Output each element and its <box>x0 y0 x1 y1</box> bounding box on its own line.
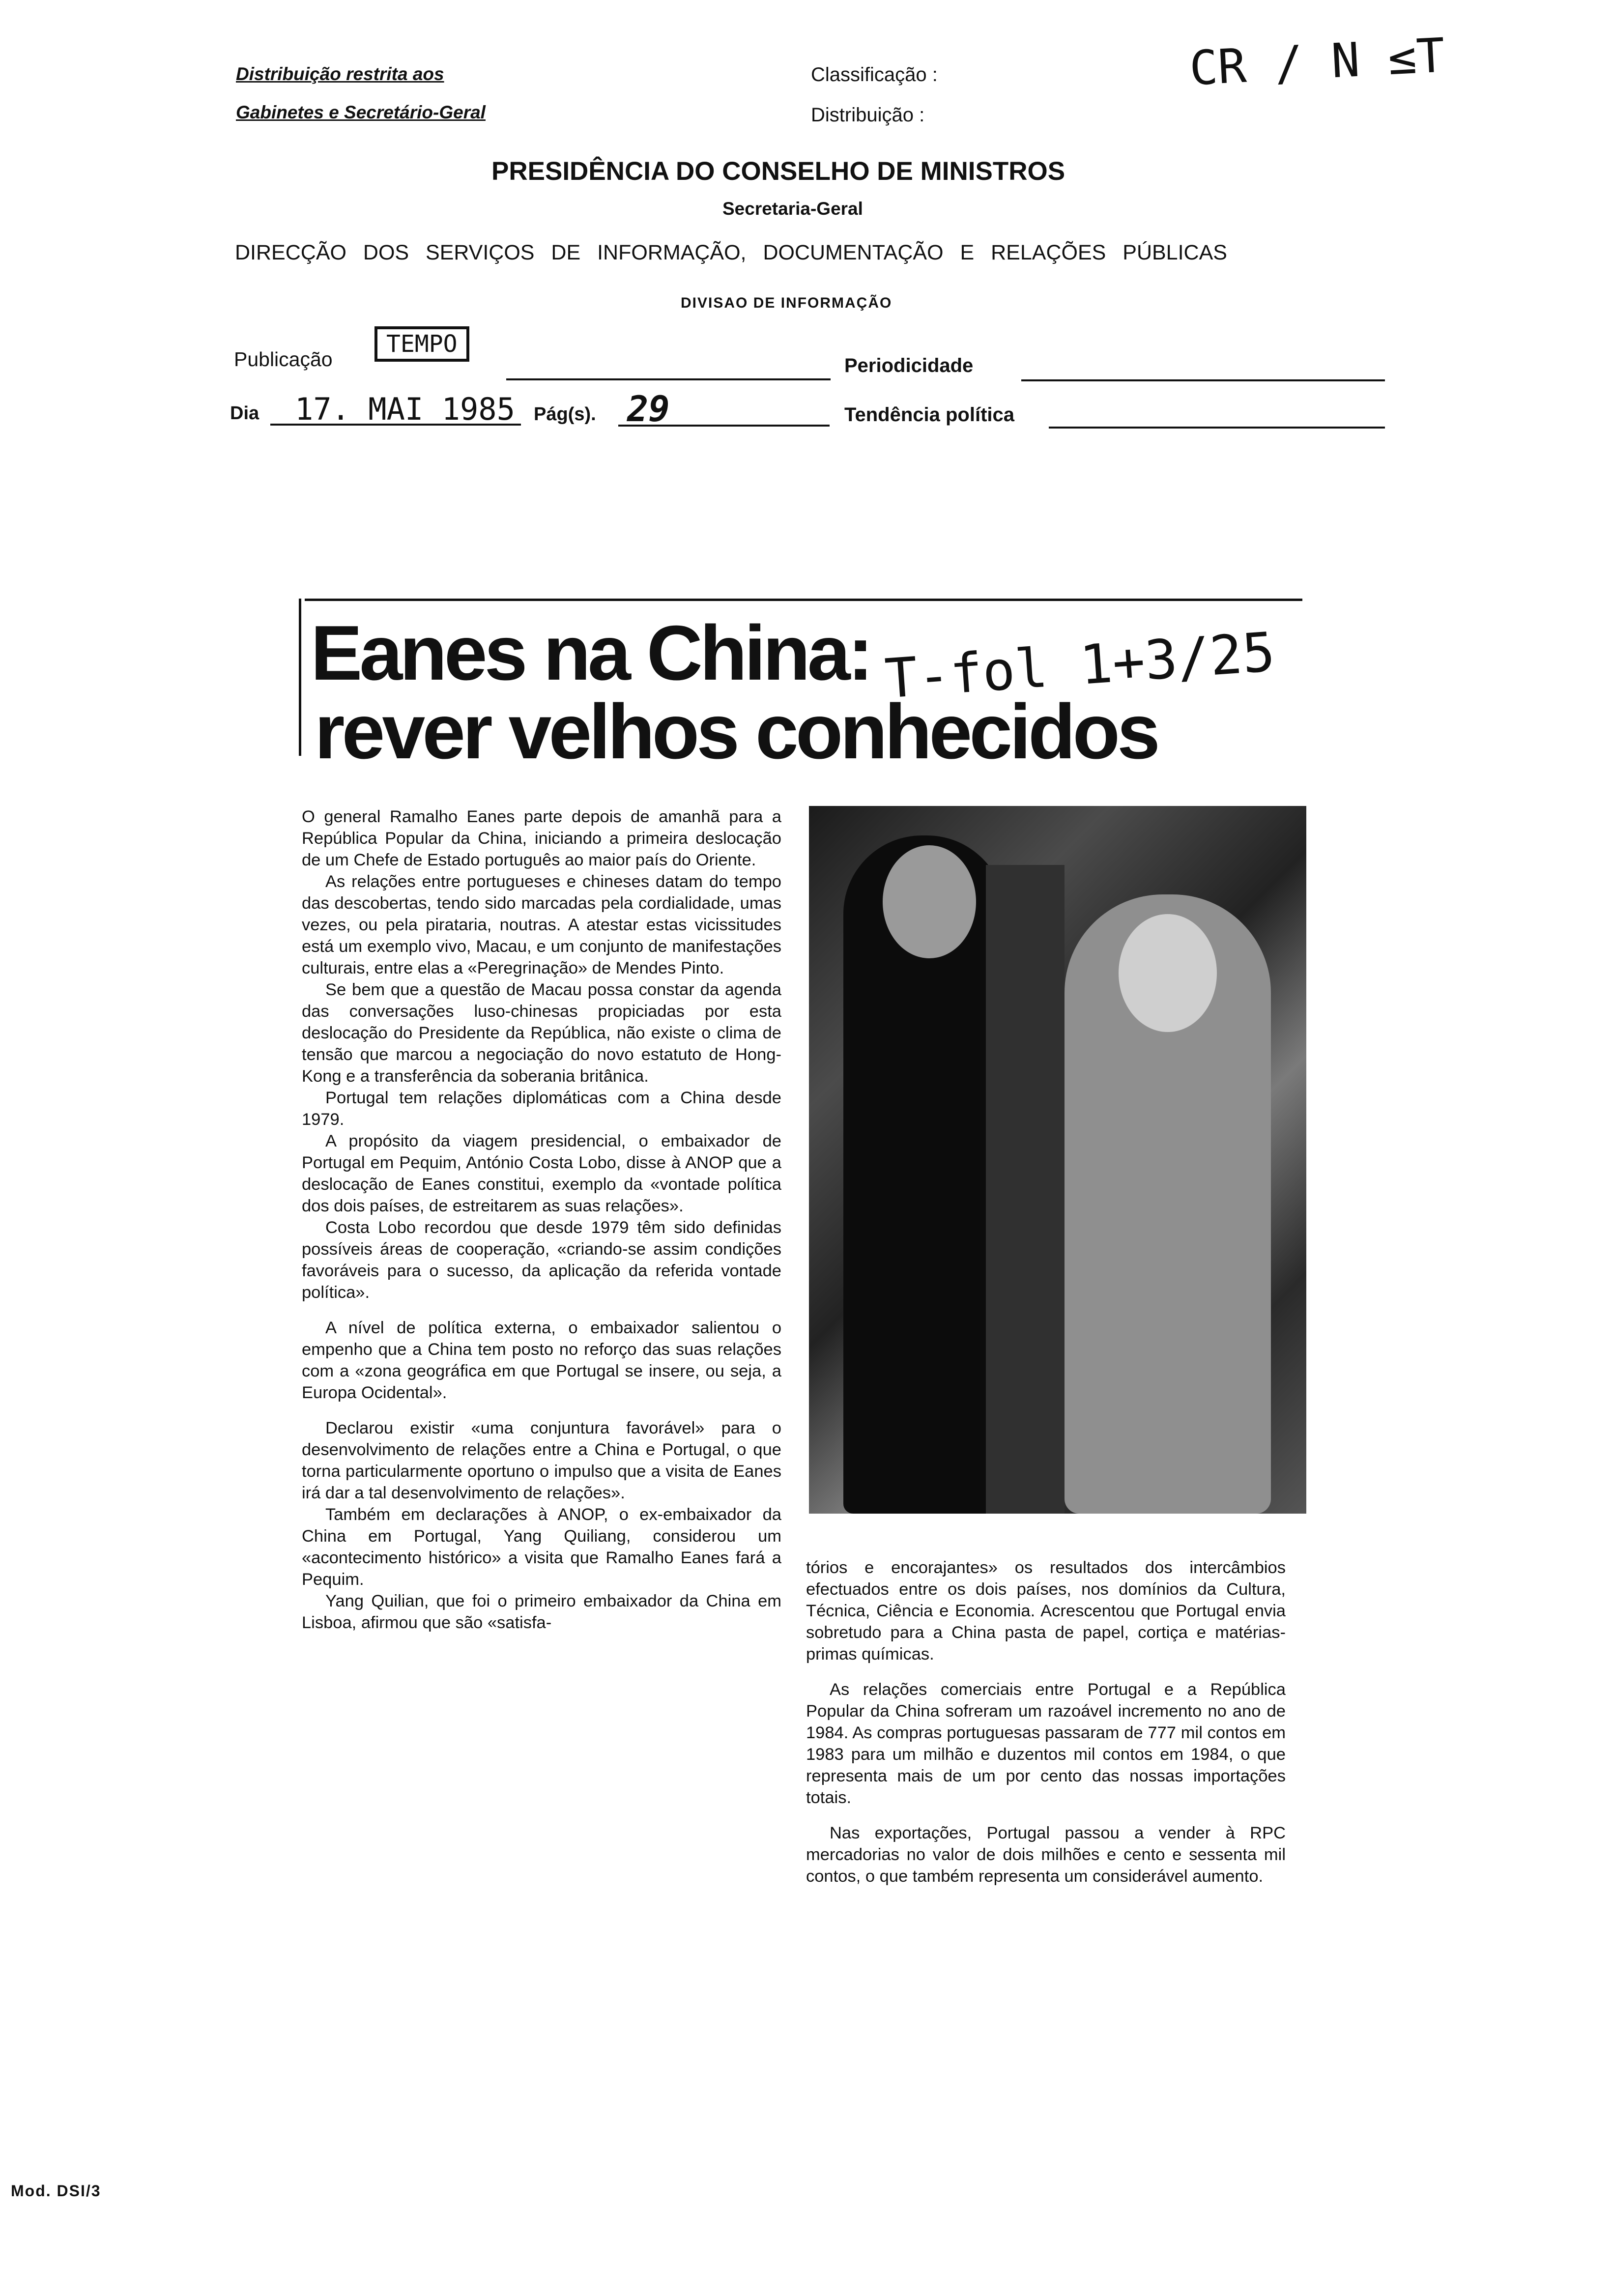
paragraph: Nas exportações, Portugal passou a vender à RPC mercadorias no valor de dois milhões e cento e sessenta mil contos, o que também representa um considerável aumento. <box>806 1824 1286 1886</box>
dia-label: Dia <box>230 403 259 424</box>
divisao-title: DIVISAO DE INFORMAÇÃO <box>681 295 892 311</box>
pags-line <box>618 425 830 427</box>
distribuicao-label: Distribuição : <box>811 104 925 126</box>
handwritten-code: CR / N ≤T <box>1188 28 1446 96</box>
paragraph: O general Ramalho Eanes parte depois de amanhã para a República Popular da China, iniciando a primeira deslocação de um Chefe de Estado português ao maior país do Oriente. <box>302 807 781 869</box>
pags-value: 29 <box>627 388 670 430</box>
paragraph: Yang Quilian, que foi o primeiro embaixador da China em Lisboa, afirmou que são «satisfa- <box>302 1592 781 1632</box>
presidency-title: PRESIDÊNCIA DO CONSELHO DE MINISTROS <box>491 157 1065 186</box>
publicacao-line <box>506 378 831 380</box>
headline-line-2: rever velhos conhecidos <box>315 689 1157 775</box>
article-top-rule <box>305 599 1302 601</box>
photo-figure-middle <box>986 865 1065 1514</box>
article-column-2 <box>806 1557 1286 1887</box>
distribution-line-2: Gabinetes e Secretário-Geral <box>236 102 486 122</box>
dia-value: 17. MAI 1985 <box>295 391 515 427</box>
tendencia-label: Tendência política <box>844 404 1014 426</box>
tendencia-line <box>1049 427 1385 429</box>
paragraph: Declarou existir «uma conjuntura favorável» para o desenvolvimento de relações entre a China e Portugal, o que torna particularmente oportuno o impulso que a visita de Eanes irá dar a tal desenvolvimento de relações». <box>302 1419 781 1502</box>
handwritten-reference: T-fol 1+3/25 <box>883 620 1277 711</box>
classificacao-label: Classificação : <box>811 64 938 86</box>
photo-face-1 <box>883 845 976 958</box>
article-left-rule <box>299 599 301 756</box>
secretaria-geral: Secretaria-Geral <box>722 199 863 219</box>
headline-line-1: Eanes na China: <box>311 610 871 696</box>
article-column-1 <box>302 806 781 1634</box>
photo-figure-eanes <box>843 835 1006 1514</box>
publicacao-stamp: TEMPO <box>374 326 469 362</box>
photo-face-2 <box>1119 914 1217 1032</box>
paragraph: Portugal tem relações diplomáticas com a China desde 1979. <box>302 1089 781 1129</box>
paragraph: A nível de política externa, o embaixador salientou o empenho que a China tem posto no reforço das suas relações com a «zona geográfica em que Portugal se insere, ou seja, a Europa Ocidental». <box>302 1319 781 1402</box>
paragraph: As relações entre portugueses e chineses datam do tempo das descobertas, tendo sido marcadas pela cordialidade, umas vezes, ou pela pirataria, noutras. A atestar estas vicissitudes está um exemplo vivo, Macau, e um conjunto de manifestações culturais, entre elas a «Peregrinação» de Mendes Pinto. <box>302 872 781 977</box>
photo-figure-woman <box>1065 894 1271 1514</box>
pags-label: Pág(s). <box>534 404 596 425</box>
periodicidade-label: Periodicidade <box>844 355 974 376</box>
paragraph: Também em declarações à ANOP, o ex-embaixador da China em Portugal, Yang Quiliang, considerou um «acontecimento histórico» a visita que Ramalho Eanes fará a Pequim. <box>302 1505 781 1589</box>
distribution-line-1: Distribuição restrita aos <box>236 64 444 84</box>
article-photo <box>809 806 1306 1514</box>
paragraph: As relações comerciais entre Portugal e a República Popular da China sofreram um razoável incremento no ano de 1984. As compras portuguesas passaram de 777 mil contos em 1983 para um milhão e duzentos mil contos em 1984, o que representa mais de um por cento das nossas importações totais. <box>806 1680 1286 1807</box>
paragraph: Se bem que a questão de Macau possa constar da agenda das conversações luso-chinesas propiciadas por esta deslocação do Presidente da República, não existe o clima de tensão que marcou a negociação do novo estatuto de Hong-Kong e a transferência da soberania britânica. <box>302 980 781 1086</box>
publicacao-label: Publicação <box>234 348 333 371</box>
paragraph: Costa Lobo recordou que desde 1979 têm sido definidas possíveis áreas de cooperação, «criando-se assim condições favoráveis para o sucesso, da aplicação da referida vontade política». <box>302 1218 781 1302</box>
paragraph: tórios e encorajantes» os resultados dos intercâmbios efectuados entre os dois países, nos domínios da Cultura, Técnica, Ciência e Economia. Acrescentou que Portugal envia sobretudo para a China pasta de papel, cortiça e matérias-primas químicas. <box>806 1558 1286 1664</box>
periodicidade-line <box>1021 379 1385 381</box>
dia-line <box>270 424 521 426</box>
model-code: Mod. DSI/3 <box>11 2182 101 2200</box>
direccao-title: DIRECÇÃO DOS SERVIÇOS DE INFORMAÇÃO, DOCUMENTAÇÃO E RELAÇÕES PÚBLICAS <box>235 241 1227 264</box>
paragraph: A propósito da viagem presidencial, o embaixador de Portugal em Pequim, António Costa Lobo, disse à ANOP que a deslocação de Eanes constitui, exemplo da «vontade política dos dois países, de estreitarem as suas relações». <box>302 1132 781 1215</box>
